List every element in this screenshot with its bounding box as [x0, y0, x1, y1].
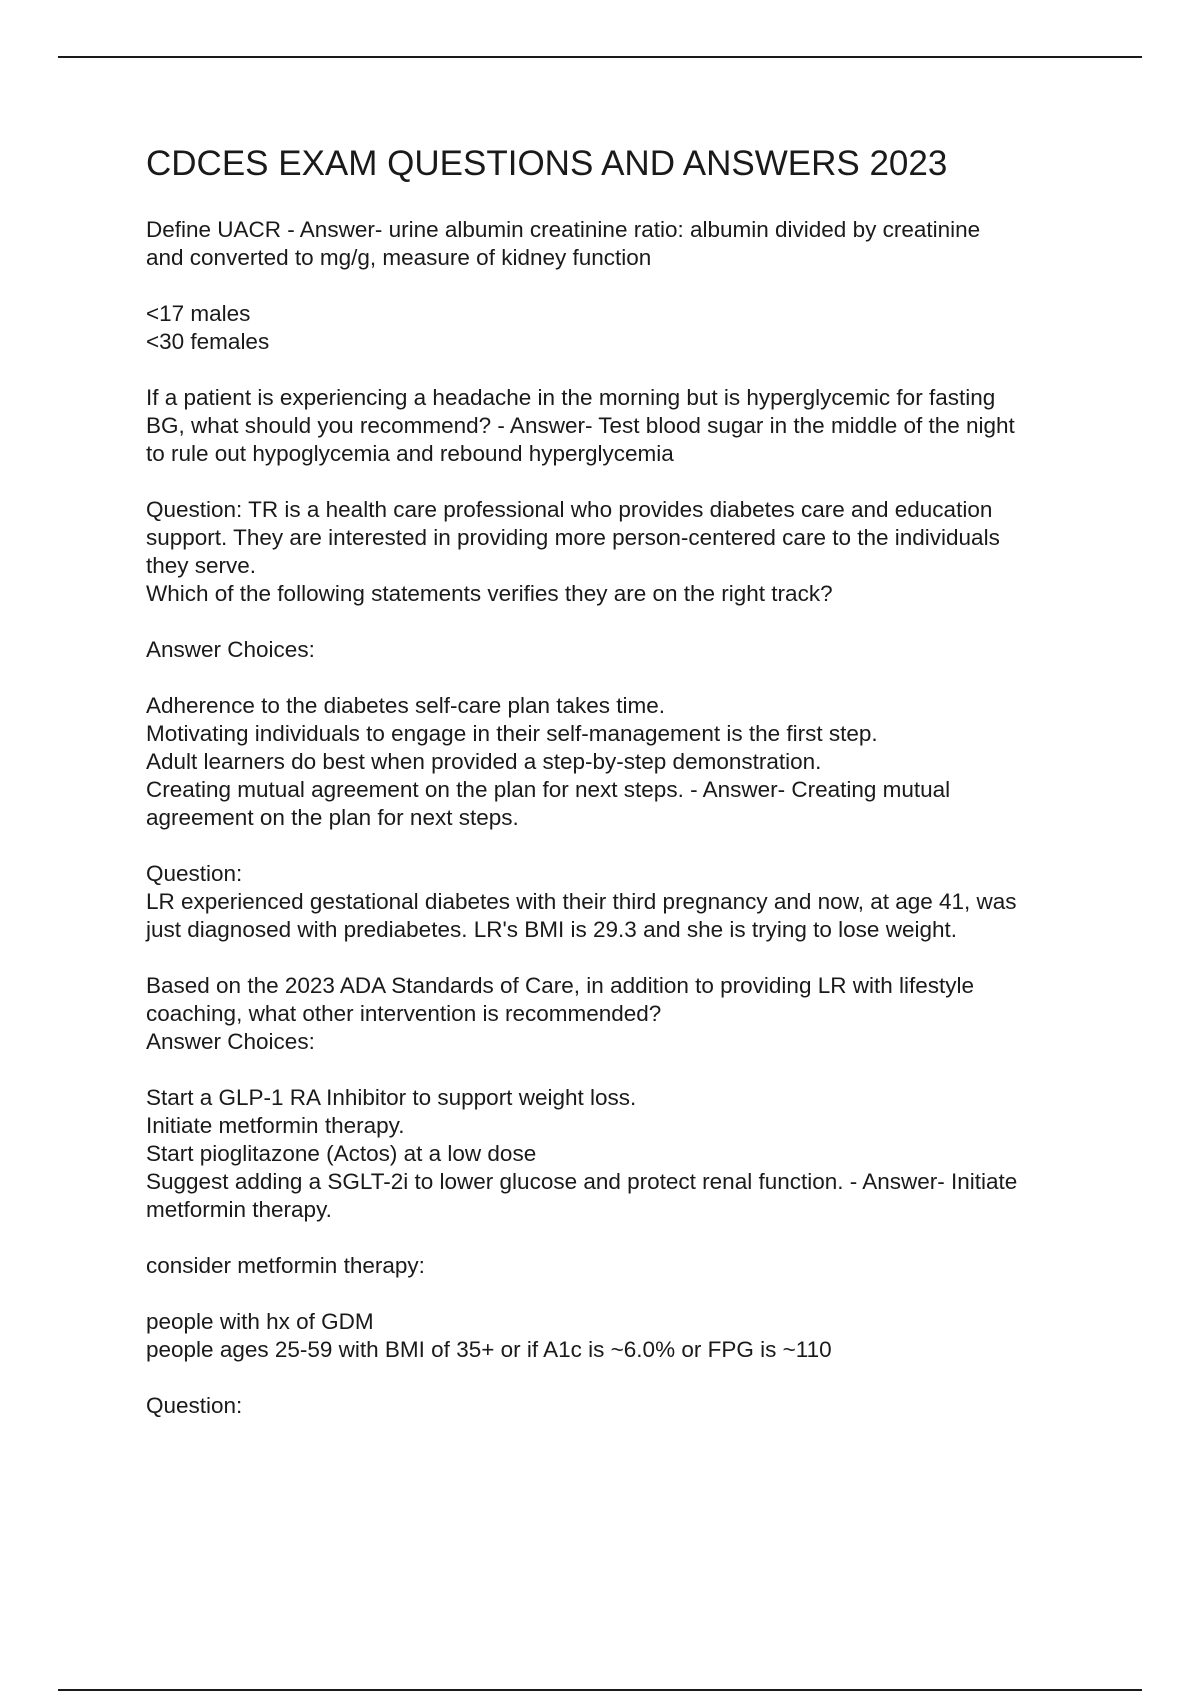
paragraph	[146, 1252, 1106, 1280]
text-line: Question:	[146, 1393, 243, 1418]
text-line: Initiate metformin therapy.	[146, 1113, 405, 1138]
paragraph	[146, 300, 1106, 356]
paragraph	[146, 860, 1106, 944]
paragraph	[146, 636, 1106, 664]
text-line: Adult learners do best when provided a step-by-step demonstration.	[146, 749, 822, 774]
text-line: and converted to mg/g, measure of kidney function	[146, 245, 652, 270]
text-line: Suggest adding a SGLT-2i to lower glucose and protect renal function. - Answer- Initiate	[146, 1169, 1018, 1194]
text-line: LR experienced gestational diabetes with their third pregnancy and now, at age 41, was	[146, 889, 1017, 914]
text-line: Question:	[146, 861, 243, 886]
text-line: Which of the following statements verifies they are on the right track?	[146, 581, 833, 606]
text-line: Start a GLP-1 RA Inhibitor to support weight loss.	[146, 1085, 637, 1110]
document-title: CDCES EXAM QUESTIONS AND ANSWERS 2023	[146, 144, 948, 183]
bottom-divider	[58, 1689, 1142, 1691]
paragraph	[146, 496, 1106, 608]
text-line: Motivating individuals to engage in their self-management is the first step.	[146, 721, 878, 746]
text-line: Answer Choices:	[146, 637, 315, 662]
paragraph	[146, 972, 1106, 1056]
text-line: Creating mutual agreement on the plan for next steps. - Answer- Creating mutual	[146, 777, 951, 802]
text-line: <17 males	[146, 301, 251, 326]
text-line: they serve.	[146, 553, 257, 578]
paragraph	[146, 1308, 1106, 1364]
text-line: coaching, what other intervention is recommended?	[146, 1001, 662, 1026]
document-body	[146, 140, 1106, 1448]
paragraph	[146, 1392, 1106, 1420]
text-line: consider metformin therapy:	[146, 1253, 425, 1278]
text-line: Answer Choices:	[146, 1029, 315, 1054]
text-line: Based on the 2023 ADA Standards of Care, in addition to providing LR with lifestyle	[146, 973, 975, 998]
text-line: <30 females	[146, 329, 270, 354]
paragraph	[146, 692, 1106, 832]
qa-content	[146, 216, 1106, 1420]
paragraph	[146, 1084, 1106, 1224]
text-line: support. They are interested in providing more person-centered care to the individuals	[146, 525, 1000, 550]
text-line: Adherence to the diabetes self-care plan takes time.	[146, 693, 666, 718]
top-divider	[58, 56, 1142, 58]
text-line: people ages 25-59 with BMI of 35+ or if A1c is ~6.0% or FPG is ~110	[146, 1337, 832, 1362]
paragraph	[146, 216, 1106, 272]
text-line: people with hx of GDM	[146, 1309, 374, 1334]
paragraph	[146, 384, 1106, 468]
text-line: just diagnosed with prediabetes. LR's BMI is 29.3 and she is trying to lose weight.	[146, 917, 957, 942]
text-line: Start pioglitazone (Actos) at a low dose	[146, 1141, 537, 1166]
text-line: agreement on the plan for next steps.	[146, 805, 519, 830]
text-line: Define UACR - Answer- urine albumin creatinine ratio: albumin divided by creatinine	[146, 217, 981, 242]
text-line: If a patient is experiencing a headache in the morning but is hyperglycemic for fasting	[146, 385, 996, 410]
text-line: BG, what should you recommend? - Answer- Test blood sugar in the middle of the night	[146, 413, 1015, 438]
text-line: to rule out hypoglycemia and rebound hyperglycemia	[146, 441, 674, 466]
text-line: Question: TR is a health care professional who provides diabetes care and education	[146, 497, 993, 522]
text-line: metformin therapy.	[146, 1197, 332, 1222]
